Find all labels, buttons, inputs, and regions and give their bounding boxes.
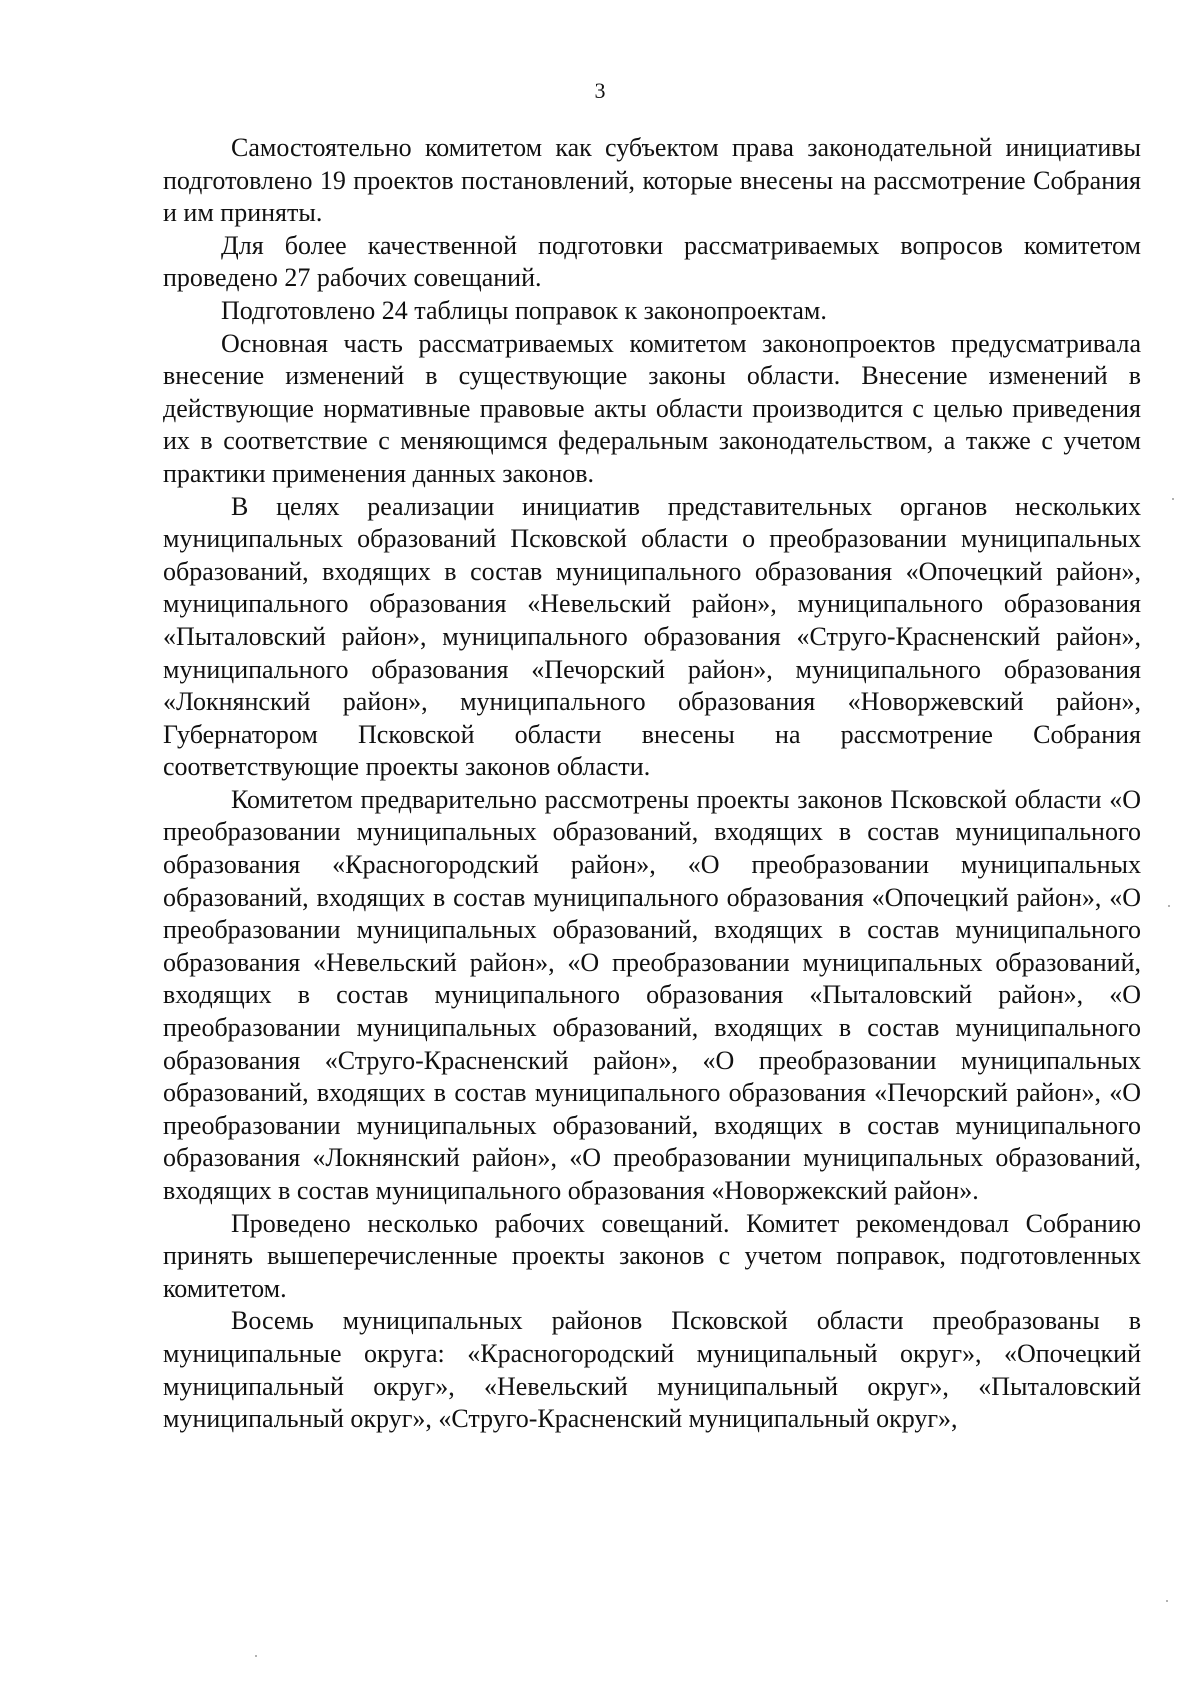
paragraph-7: Проведено несколько рабочих совещаний. Комитет рекомендовал Собранию принять вышеперечисленные проекты законов с учетом поправок, подготовленных комитетом.	[163, 1208, 1141, 1303]
paragraph-8: Восемь муниципальных районов Псковской области преобразованы в муниципальные округа: «Красногородский муниципальный округ», «Опочецкий муниципальный округ», «Невельский муниципальный округ», «Пыталовский муниципальный округ», «Струго-Красненский муниципальный округ»,	[163, 1306, 1141, 1434]
scan-speck	[1166, 1600, 1168, 1602]
paragraph-1: Самостоятельно комитетом как субъектом права законодательной инициативы подготовлено 19 проектов постановлений, которые внесены на рассмотрение Собрания и им приняты.	[163, 133, 1141, 228]
paragraph-4: Основная часть рассматриваемых комитетом законопроектов предусматривала внесение изменений в существующие законы области. Внесение изменений в действующие нормативные правовые акты области производится с целью приведения их в соответствие с меняющимся федеральным законодательством, а также с учетом практики применения данных законов.	[163, 328, 1141, 488]
scan-speck	[1168, 905, 1170, 907]
paragraph-6: Комитетом предварительно рассмотрены проекты законов Псковской области «О преобразовании муниципальных образований, входящих в состав муниципального образования «Красногородский район», «О преобразовании муниципальных образований, входящих в состав муниципального образования «Опочецкий район», «О преобразовании муниципальных образований, входящих в состав муниципального образования «Невельский район», «О преобразовании муниципальных образований, входящих в состав муниципального образования «Пыталовский район», «О преобразовании муниципальных образований, входящих в состав муниципального образования «Струго-Красненский район», «О преобразовании муниципальных образований, входящих в состав муниципального образования «Печорский район», «О преобразовании муниципальных образований, входящих в состав муниципального образования «Локнянский район», «О преобразовании муниципальных образований, входящих в состав муниципального образования «Новоржекский район».	[163, 784, 1141, 1205]
scan-speck	[255, 1655, 257, 1657]
document-body	[163, 132, 1141, 1436]
paragraph-3: Подготовлено 24 таблицы поправок к законопроектам.	[221, 295, 827, 325]
paragraph-2: Для более качественной подготовки рассматриваемых вопросов комитетом проведено 27 рабочих совещаний.	[163, 230, 1141, 293]
page-number: 3	[594, 78, 606, 103]
scan-speck	[1172, 498, 1174, 500]
paragraph-5: В целях реализации инициатив представительных органов нескольких муниципальных образований Псковской области о преобразовании муниципальных образований, входящих в состав муниципального образования «Опочецкий район», муниципального образования «Невельский район», муниципального образования «Пыталовский район», муниципального образования «Струго-Красненский район», муниципального образования «Печорский район», муниципального образования «Локнянский район», муниципального образования «Новоржевский район», Губернатором Псковской области внесены на рассмотрение Собрания соответствующие проекты законов области.	[163, 491, 1141, 782]
